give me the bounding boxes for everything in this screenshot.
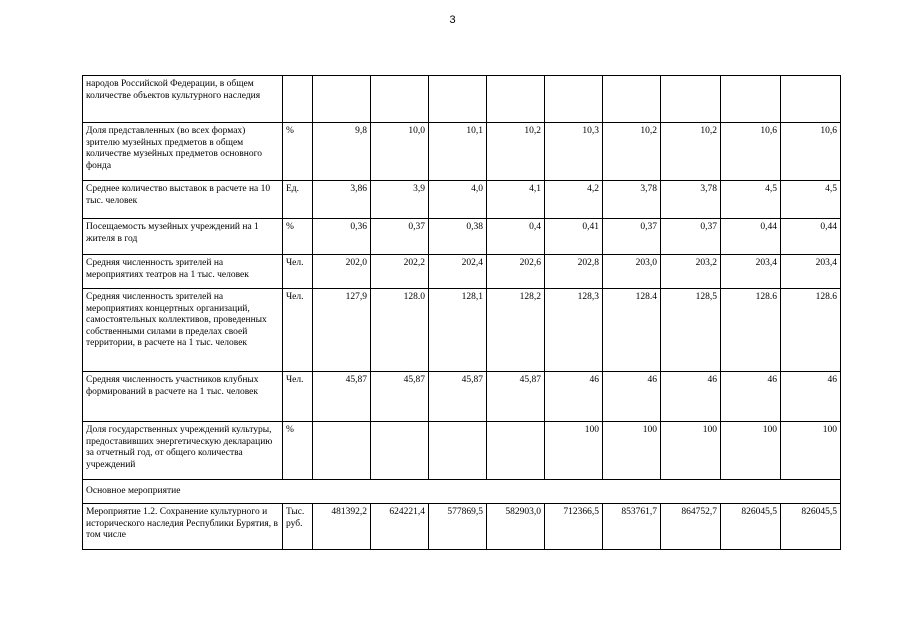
- value-cell: [781, 76, 841, 123]
- value-cell: [371, 422, 429, 480]
- value-cell: 4,5: [781, 181, 841, 219]
- value-cell: 128.6: [721, 289, 781, 372]
- unit-cell: [283, 76, 313, 123]
- value-cell: 202,4: [429, 255, 487, 289]
- value-cell: [487, 76, 545, 123]
- table-row: [83, 219, 841, 255]
- value-cell: 4,0: [429, 181, 487, 219]
- indicator-cell: народов Российской Федерации, в общем количестве объектов культурного наследия: [83, 76, 283, 123]
- value-cell: 10,0: [371, 123, 429, 181]
- page-number: 3: [449, 14, 456, 26]
- value-cell: 10,2: [603, 123, 661, 181]
- value-cell: 0,44: [781, 219, 841, 255]
- value-cell: 853761,7: [603, 504, 661, 550]
- value-cell: 45,87: [429, 372, 487, 422]
- value-cell: 481392,2: [313, 504, 371, 550]
- value-cell: 3,9: [371, 181, 429, 219]
- value-cell: [545, 76, 603, 123]
- value-cell: 203,2: [661, 255, 721, 289]
- unit-cell: %: [283, 123, 313, 181]
- value-cell: 0,41: [545, 219, 603, 255]
- value-cell: [721, 76, 781, 123]
- value-cell: 46: [721, 372, 781, 422]
- value-cell: 4,5: [721, 181, 781, 219]
- unit-cell: Чел.: [283, 255, 313, 289]
- value-cell: [487, 422, 545, 480]
- value-cell: 100: [781, 422, 841, 480]
- value-cell: 203,0: [603, 255, 661, 289]
- value-cell: 624221,4: [371, 504, 429, 550]
- value-cell: 100: [721, 422, 781, 480]
- value-cell: 864752,7: [661, 504, 721, 550]
- value-cell: 0,36: [313, 219, 371, 255]
- table-row: [83, 123, 841, 181]
- table-row: [83, 181, 841, 219]
- value-cell: 582903,0: [487, 504, 545, 550]
- value-cell: 45,87: [487, 372, 545, 422]
- table-row: [83, 422, 841, 480]
- value-cell: 712366,5: [545, 504, 603, 550]
- value-cell: 10,3: [545, 123, 603, 181]
- indicator-cell: Средняя численность зрителей на мероприятиях театров на 1 тыс. человек: [83, 255, 283, 289]
- value-cell: 0,37: [371, 219, 429, 255]
- value-cell: 46: [603, 372, 661, 422]
- value-cell: 3,86: [313, 181, 371, 219]
- value-cell: 0,37: [603, 219, 661, 255]
- value-cell: 128,5: [661, 289, 721, 372]
- unit-cell: %: [283, 422, 313, 480]
- table-row: [83, 289, 841, 372]
- value-cell: 128,3: [545, 289, 603, 372]
- value-cell: 100: [661, 422, 721, 480]
- value-cell: [313, 422, 371, 480]
- value-cell: [429, 76, 487, 123]
- value-cell: 826045,5: [781, 504, 841, 550]
- value-cell: 46: [781, 372, 841, 422]
- value-cell: [371, 76, 429, 123]
- value-cell: [661, 76, 721, 123]
- table-row: [83, 372, 841, 422]
- value-cell: 203,4: [721, 255, 781, 289]
- indicators-table: [82, 75, 841, 550]
- indicator-cell: Среднее количество выставок в расчете на 10 тыс. человек: [83, 181, 283, 219]
- value-cell: 0,44: [721, 219, 781, 255]
- value-cell: 127,9: [313, 289, 371, 372]
- table-row: [83, 255, 841, 289]
- value-cell: 10,6: [781, 123, 841, 181]
- unit-cell: %: [283, 219, 313, 255]
- section-row: [83, 480, 841, 504]
- value-cell: 577869,5: [429, 504, 487, 550]
- value-cell: 128.4: [603, 289, 661, 372]
- value-cell: 826045,5: [721, 504, 781, 550]
- table-row: [83, 76, 841, 123]
- value-cell: 3,78: [603, 181, 661, 219]
- table-row: [83, 504, 841, 550]
- unit-cell: Чел.: [283, 372, 313, 422]
- value-cell: 10,6: [721, 123, 781, 181]
- value-cell: 45,87: [313, 372, 371, 422]
- value-cell: [313, 76, 371, 123]
- unit-cell: Ед.: [283, 181, 313, 219]
- value-cell: 45,87: [371, 372, 429, 422]
- value-cell: 4,2: [545, 181, 603, 219]
- value-cell: 0,4: [487, 219, 545, 255]
- value-cell: 128.0: [371, 289, 429, 372]
- unit-cell: Чел.: [283, 289, 313, 372]
- indicator-cell: Средняя численность зрителей на мероприятиях концертных организаций, самостоятельных коллективов, проведенных собственными силами в пределах своей территории, в расчете на 1 тыс. человек: [83, 289, 283, 372]
- value-cell: 100: [603, 422, 661, 480]
- value-cell: 128.6: [781, 289, 841, 372]
- indicator-cell: Доля представленных (во всех формах) зрителю музейных предметов в общем количестве музейных предметов основного фонда: [83, 123, 283, 181]
- value-cell: 0,37: [661, 219, 721, 255]
- value-cell: 10,2: [487, 123, 545, 181]
- value-cell: 10,2: [661, 123, 721, 181]
- value-cell: 46: [661, 372, 721, 422]
- value-cell: 9,8: [313, 123, 371, 181]
- value-cell: 10,1: [429, 123, 487, 181]
- section-heading: Основное мероприятие: [83, 480, 841, 504]
- indicator-cell: Мероприятие 1.2. Сохранение культурного и исторического наследия Республики Бурятия, в том числе: [83, 504, 283, 550]
- indicator-cell: Средняя численность участников клубных формирований в расчете на 1 тыс. человек: [83, 372, 283, 422]
- value-cell: 202,0: [313, 255, 371, 289]
- value-cell: [429, 422, 487, 480]
- value-cell: 0,38: [429, 219, 487, 255]
- value-cell: 128,1: [429, 289, 487, 372]
- value-cell: 4,1: [487, 181, 545, 219]
- indicator-cell: Доля государственных учреждений культуры, предоставивших энергетическую декларацию за отчетный год, от общего количества учреждений: [83, 422, 283, 480]
- value-cell: 3,78: [661, 181, 721, 219]
- unit-cell: Тыс. руб.: [283, 504, 313, 550]
- value-cell: 100: [545, 422, 603, 480]
- value-cell: 128,2: [487, 289, 545, 372]
- value-cell: 202,8: [545, 255, 603, 289]
- value-cell: [603, 76, 661, 123]
- value-cell: 202,6: [487, 255, 545, 289]
- value-cell: 202,2: [371, 255, 429, 289]
- value-cell: 203,4: [781, 255, 841, 289]
- value-cell: 46: [545, 372, 603, 422]
- indicator-cell: Посещаемость музейных учреждений на 1 жителя в год: [83, 219, 283, 255]
